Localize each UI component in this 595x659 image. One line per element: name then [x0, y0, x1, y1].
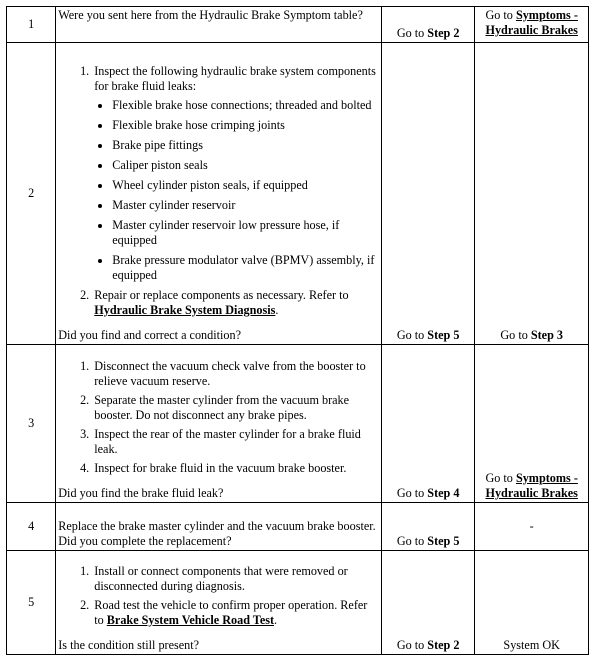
step-number: 3	[7, 345, 56, 503]
instruction-item: 1. Disconnect the vacuum check valve from the booster to relieve vacuum reserve.	[92, 359, 379, 389]
action-text: Replace the brake master cylinder and the vacuum brake booster.	[58, 519, 376, 533]
table-row	[7, 345, 589, 503]
instruction-list	[58, 64, 379, 318]
no-prefix: Go to	[500, 328, 531, 342]
action-cell	[56, 345, 382, 503]
table-row	[7, 43, 589, 345]
no-cell	[475, 503, 589, 551]
instruction-list	[58, 564, 379, 628]
component-item: • Brake pressure modulator valve (BPMV) assembly, if equipped	[112, 253, 379, 283]
step-number: 5	[7, 551, 56, 655]
yes-prefix: Go to	[396, 26, 428, 40]
no-cell	[475, 551, 589, 655]
action-cell	[56, 551, 382, 655]
question-text: Did you complete the replacement?	[58, 534, 232, 548]
instruction-item	[92, 288, 379, 318]
no-step-link[interactable]: Step 3	[530, 328, 564, 342]
component-item: • Flexible brake hose connections; threaded and bolted	[112, 98, 379, 113]
no-result: -	[529, 519, 534, 533]
component-list	[94, 98, 379, 283]
instruction-text: Road test the vehicle to confirm proper operation. Refer to	[94, 598, 368, 627]
instruction-item	[92, 564, 379, 594]
question-text: Is the condition still present?	[58, 638, 200, 652]
punctuation: .	[274, 613, 278, 627]
road-test-link[interactable]: Brake System Vehicle Road Test	[106, 613, 275, 627]
instruction-text: Inspect the following hydraulic brake system components for brake fluid leaks:	[94, 64, 376, 93]
action-cell	[56, 503, 382, 551]
yes-cell	[381, 503, 474, 551]
yes-cell	[381, 345, 474, 503]
step-number: 1	[7, 7, 56, 43]
yes-step-link[interactable]: Step 2	[427, 26, 460, 40]
component-item: • Master cylinder reservoir low pressure hose, if equipped	[112, 218, 379, 248]
component-item: • Brake pipe fittings	[112, 138, 379, 153]
yes-prefix: Go to	[396, 486, 428, 500]
no-prefix: Go to	[485, 8, 516, 22]
yes-step-link[interactable]: Step 2	[427, 638, 460, 652]
yes-prefix: Go to	[396, 638, 428, 652]
yes-cell	[381, 43, 474, 345]
symptoms-link-line1[interactable]: Symptoms -	[515, 471, 578, 485]
yes-cell	[381, 551, 474, 655]
instruction-list	[58, 359, 379, 476]
yes-prefix: Go to	[396, 534, 428, 548]
instruction-item: 3. Inspect the rear of the master cylinder for a brake fluid leak.	[92, 427, 379, 457]
yes-step-link[interactable]: Step 5	[427, 328, 460, 342]
step-number: 2	[7, 43, 56, 345]
no-prefix: Go to	[485, 471, 516, 485]
component-item: • Wheel cylinder piston seals, if equipped	[112, 178, 379, 193]
action-cell	[56, 7, 382, 43]
instruction-item	[92, 598, 379, 628]
symptoms-link-line2[interactable]: Hydraulic Brakes	[485, 23, 578, 37]
component-item: • Master cylinder reservoir	[112, 198, 379, 213]
punctuation: .	[275, 303, 279, 317]
instruction-text: Install or connect components that were removed or disconnected during diagnosis.	[94, 564, 348, 593]
yes-step-link[interactable]: Step 5	[427, 534, 460, 548]
action-cell	[56, 43, 382, 345]
table-row	[7, 551, 589, 655]
diagnostic-table	[6, 6, 589, 655]
instruction-text: Repair or replace components as necessary. Refer to	[94, 288, 349, 302]
no-cell	[475, 7, 589, 43]
yes-prefix: Go to	[396, 328, 428, 342]
question-text: Did you find and correct a condition?	[58, 328, 242, 342]
hydraulic-diagnosis-link[interactable]: Hydraulic Brake System Diagnosis	[94, 303, 276, 317]
yes-step-link[interactable]: Step 4	[427, 486, 460, 500]
symptoms-link-line2[interactable]: Hydraulic Brakes	[485, 486, 578, 500]
component-item: • Flexible brake hose crimping joints	[112, 118, 379, 133]
no-cell	[475, 345, 589, 503]
table-row	[7, 503, 589, 551]
table-row	[7, 7, 589, 43]
instruction-item: 2. Separate the master cylinder from the vacuum brake booster. Do not disconnect any brake pipes.	[92, 393, 379, 423]
no-result: System OK	[503, 638, 560, 652]
question-text: Did you find the brake fluid leak?	[58, 486, 224, 500]
component-item: • Caliper piston seals	[112, 158, 379, 173]
symptoms-link-line1[interactable]: Symptoms -	[515, 8, 578, 22]
instruction-item: 4. Inspect for brake fluid in the vacuum brake booster.	[92, 461, 379, 476]
yes-cell	[381, 7, 474, 43]
no-cell	[475, 43, 589, 345]
step-number: 4	[7, 503, 56, 551]
instruction-item	[92, 64, 379, 283]
action-text: Were you sent here from the Hydraulic Brake Symptom table?	[58, 8, 363, 22]
